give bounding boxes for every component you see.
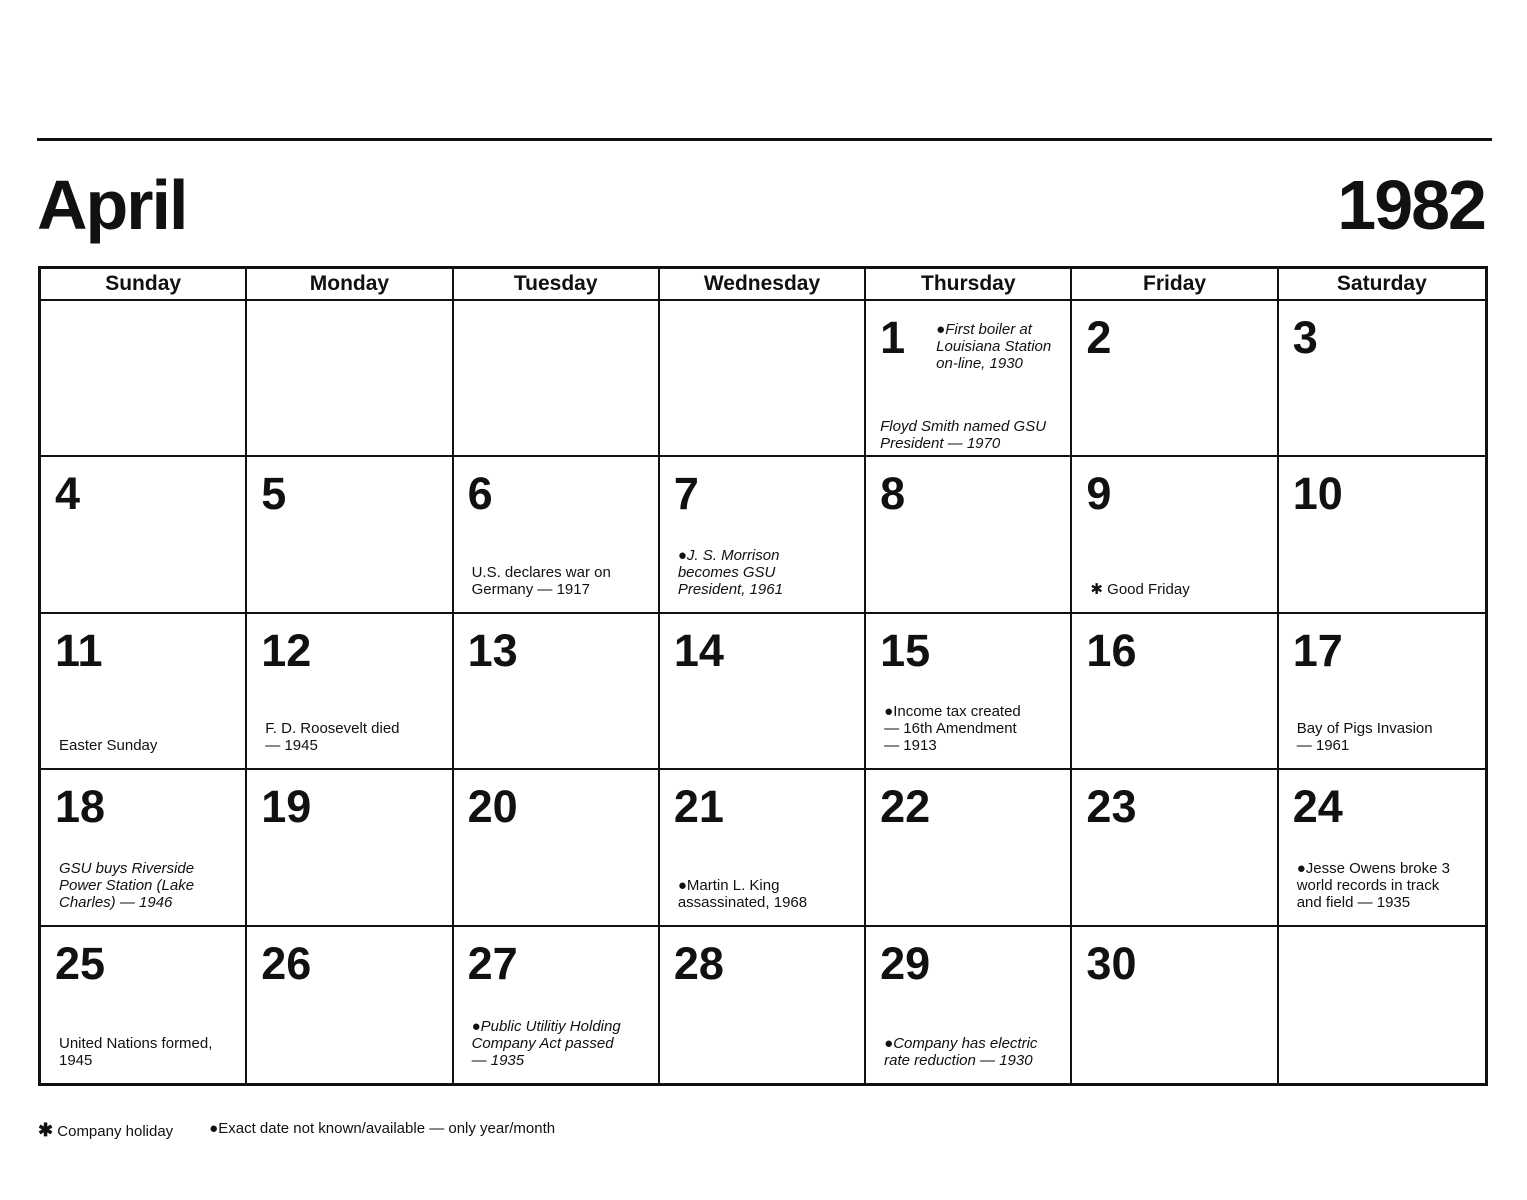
day-cell-8 [866,457,1072,613]
calendar-grid [38,266,1488,1086]
day-cell-16 [1072,614,1278,770]
month-title: April [37,166,187,244]
empty-day-cell [1279,927,1485,1083]
day-cell-25 [41,927,247,1083]
event-note: GSU buys Riverside Power Station (Lake Charles) — 1946 [59,859,195,911]
day-number: 15 [880,624,931,676]
day-number: 29 [880,937,931,989]
day-cell-28 [660,927,866,1083]
event-note: U.S. declares war on Germany — 1917 [471,563,611,598]
event-note: United Nations formed, 1945 [59,1034,213,1069]
top-rule [37,138,1492,141]
legend-holiday-text: Company holiday [57,1123,174,1140]
day-cell-21 [660,770,866,926]
day-header-tuesday: Tuesday [454,269,660,301]
day-header-wednesday: Wednesday [660,269,866,301]
asterisk-icon: ✱ [38,1120,54,1140]
day-number: 13 [467,624,518,676]
day-cell-18 [41,770,247,926]
day-number: 14 [673,624,724,676]
day-number: 18 [55,781,106,833]
empty-day-cell [247,301,453,457]
day-cell-9 [1072,457,1278,613]
event-note: ●Income tax created — 16th Amendment — 1913 [884,703,1021,755]
day-cell-30 [1072,927,1278,1083]
day-cell-6 [454,457,660,613]
day-cell-1 [866,301,1072,457]
day-number: 6 [467,468,493,520]
day-header-sunday: Sunday [41,269,247,301]
day-number: 26 [261,937,312,989]
day-number: 20 [467,781,518,833]
day-cell-29 [866,927,1072,1083]
event-note: Floyd Smith named GSU President — 1970 [880,418,1047,452]
event-note: ●First boiler at Louisiana Station on-line, 1930 [936,321,1052,372]
day-number: 7 [673,468,699,520]
day-cell-23 [1072,770,1278,926]
day-number: 30 [1086,937,1137,989]
event-note: Bay of Pigs Invasion — 1961 [1296,720,1433,755]
day-cell-22 [866,770,1072,926]
day-number: 11 [55,624,103,676]
event-note: ✱ Good Friday [1090,580,1190,598]
legend-holiday [38,1120,173,1141]
empty-day-cell [454,301,660,457]
day-number: 22 [880,781,931,833]
day-cell-17 [1279,614,1485,770]
day-cell-19 [247,770,453,926]
event-note: ●Martin L. King assassinated, 1968 [677,876,808,911]
day-cell-5 [247,457,453,613]
day-header-monday: Monday [247,269,453,301]
day-cell-14 [660,614,866,770]
day-cell-2 [1072,301,1278,457]
day-cell-4 [41,457,247,613]
day-cell-11 [41,614,247,770]
empty-day-cell [41,301,247,457]
day-number: 21 [673,781,724,833]
day-number: 4 [55,468,81,520]
day-number: 3 [1292,312,1318,363]
day-number: 12 [261,624,312,676]
day-cell-10 [1279,457,1485,613]
day-number: 17 [1292,624,1343,676]
day-number: 5 [261,468,287,520]
day-number: 23 [1086,781,1137,833]
event-note: ●J. S. Morrison becomes GSU President, 1961 [677,546,783,598]
day-cell-26 [247,927,453,1083]
day-cell-7 [660,457,866,613]
day-number: 28 [673,937,724,989]
year-title: 1982 [1337,166,1485,244]
event-note: ●Company has electric rate reduction — 1930 [884,1034,1038,1069]
legend-inexact-text: ●Exact date not known/available — only year/month [209,1120,556,1137]
day-number: 19 [261,781,312,833]
day-cell-24 [1279,770,1485,926]
day-cell-12 [247,614,453,770]
day-cell-27 [454,927,660,1083]
day-cell-13 [454,614,660,770]
day-number: 8 [880,468,906,520]
empty-day-cell [660,301,866,457]
legend [38,1120,555,1141]
day-number: 9 [1086,468,1112,520]
day-header-friday: Friday [1072,269,1278,301]
day-number: 24 [1292,781,1343,833]
day-number: 25 [55,937,106,989]
day-cell-3 [1279,301,1485,457]
day-number: 1 [880,312,906,363]
day-number: 16 [1086,624,1137,676]
day-cell-15 [866,614,1072,770]
day-number: 27 [467,937,518,989]
day-number: 2 [1086,312,1112,363]
day-cell-20 [454,770,660,926]
event-note: ●Jesse Owens broke 3 world records in track and field — 1935 [1296,859,1450,911]
day-header-thursday: Thursday [866,269,1072,301]
day-header-saturday: Saturday [1279,269,1485,301]
event-note: ●Public Utilitiy Holding Company Act passed — 1935 [471,1017,621,1069]
event-note: F. D. Roosevelt died — 1945 [265,720,400,755]
day-number: 10 [1292,468,1343,520]
event-note: Easter Sunday [59,737,158,755]
